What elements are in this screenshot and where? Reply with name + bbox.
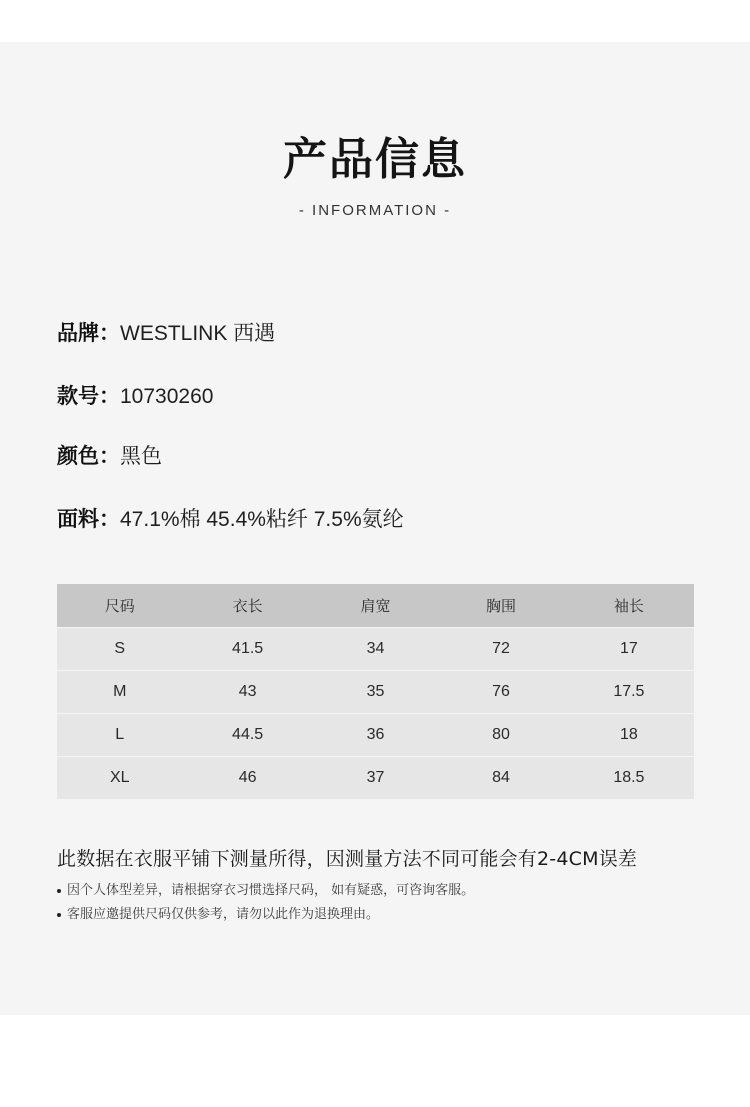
header-length: 衣长: [183, 584, 313, 628]
brand-label: 品牌：: [57, 321, 120, 345]
cell-length: 43: [183, 671, 313, 714]
cell-sleeve: 18: [564, 714, 694, 757]
cell-sleeve: 17.5: [564, 671, 694, 714]
cell-size: S: [57, 628, 183, 671]
header-sleeve: 袖长: [564, 584, 694, 628]
color-label: 颜色：: [57, 444, 120, 468]
bullet-icon: [57, 889, 61, 893]
page-title: 产品信息: [283, 134, 467, 185]
header-size: 尺码: [57, 584, 183, 628]
cell-size: XL: [57, 757, 183, 800]
cell-length: 44.5: [183, 714, 313, 757]
cell-shoulder: 35: [313, 671, 439, 714]
cell-chest: 84: [438, 757, 564, 800]
fabric-label: 面料：: [57, 507, 120, 531]
cell-shoulder: 34: [313, 628, 439, 671]
note-text: 客服应邀提供尺码仅供参考，请勿以此作为退换理由。: [67, 907, 380, 922]
table-row: [57, 628, 694, 671]
note-text: 因个人体型差异，请根据穿衣习惯选择尺码， 如有疑惑，可咨询客服。: [67, 883, 475, 898]
cell-sleeve: 17: [564, 628, 694, 671]
note-item: [57, 903, 379, 922]
cell-size: M: [57, 671, 183, 714]
size-table-header: [57, 584, 694, 628]
bullet-icon: [57, 913, 61, 917]
table-row: [57, 757, 694, 800]
brand-row: [57, 319, 275, 348]
table-row: [57, 714, 694, 757]
color-row: [57, 442, 162, 471]
cell-sleeve: 18.5: [564, 757, 694, 800]
header-chest: 胸围: [438, 584, 564, 628]
style-number-row: [57, 382, 213, 411]
header-shoulder: 肩宽: [313, 584, 439, 628]
cell-length: 46: [183, 757, 313, 800]
cell-chest: 72: [438, 628, 564, 671]
fabric-value: 47.1%棉 45.4%粘纤 7.5%氨纶: [120, 508, 404, 531]
color-value: 黑色: [120, 445, 162, 468]
style-number-value: 10730260: [120, 385, 214, 408]
style-number-label: 款号：: [57, 384, 120, 408]
page-subtitle: - INFORMATION -: [298, 202, 452, 219]
table-row: [57, 671, 694, 714]
note-item: [57, 879, 474, 898]
cell-size: L: [57, 714, 183, 757]
measurement-note: 此数据在衣服平铺下测量所得，因测量方法不同可能会有2-4CM误差: [57, 848, 638, 870]
size-table: [57, 584, 694, 799]
cell-length: 41.5: [183, 628, 313, 671]
brand-value: WESTLINK 西遇: [120, 322, 276, 345]
cell-shoulder: 37: [313, 757, 439, 800]
cell-chest: 76: [438, 671, 564, 714]
cell-chest: 80: [438, 714, 564, 757]
cell-shoulder: 36: [313, 714, 439, 757]
fabric-row: [57, 505, 404, 534]
